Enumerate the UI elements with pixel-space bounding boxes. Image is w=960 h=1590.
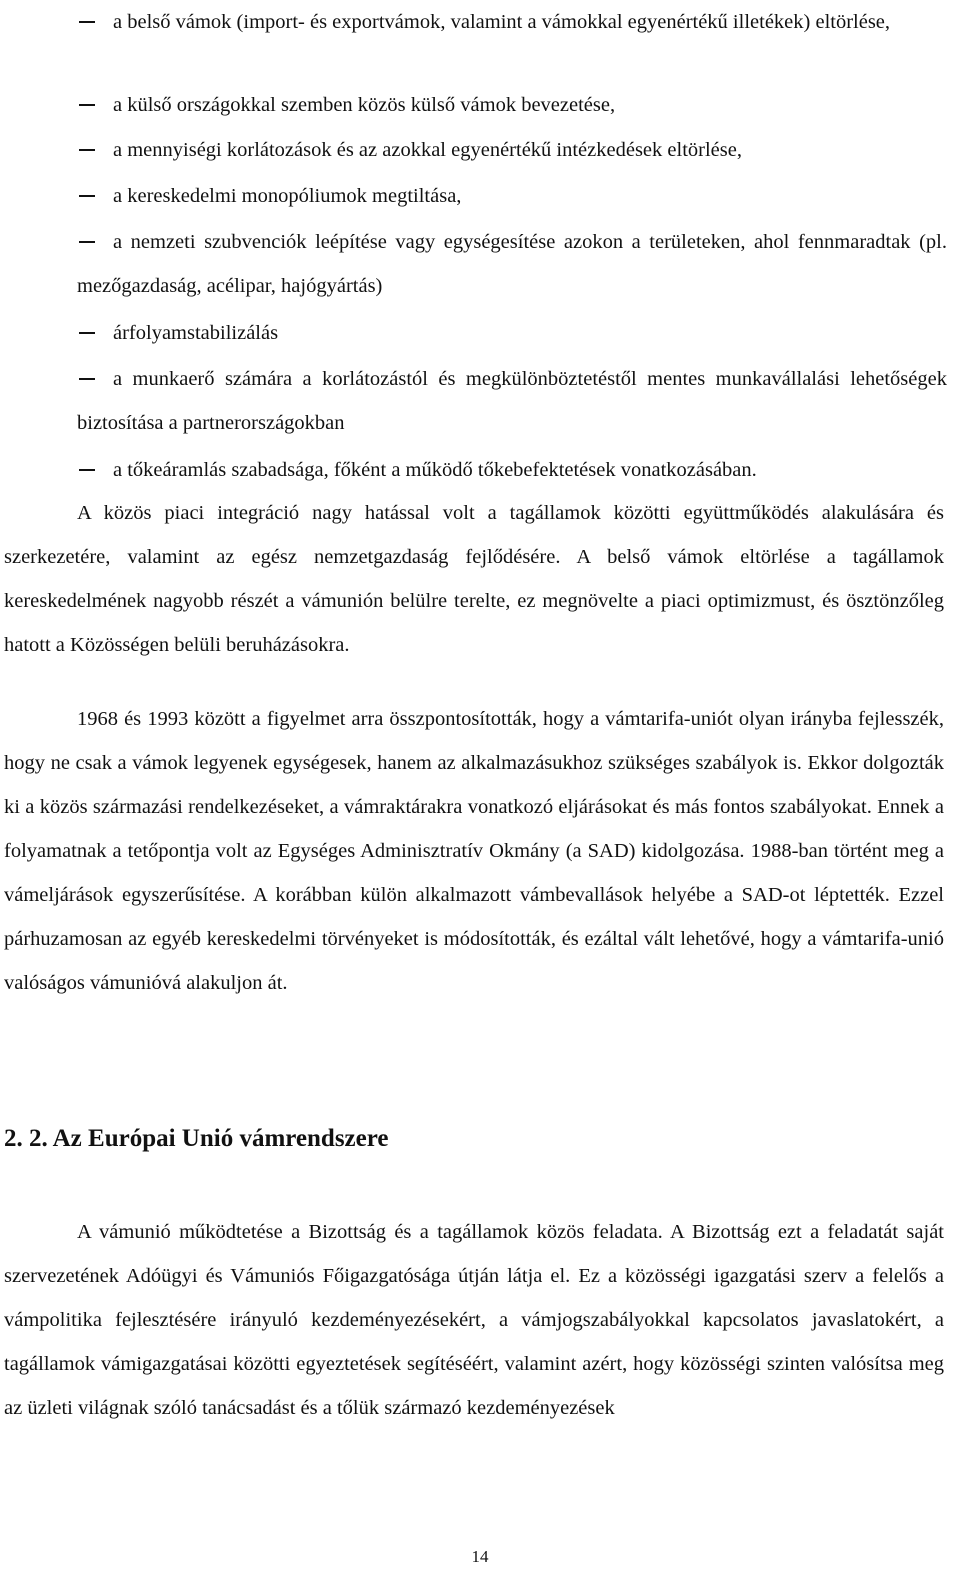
dash-bullet-icon (79, 332, 95, 334)
body-paragraph: A közös piaci integráció nagy hatással volt a tagállamok közötti együttműködés alakulására és szerkezetére, valamint az egész nemzetgazdaság fejlődésére. A belső vámok eltörlése a tagállamok kereskedelmének nagyobb részét a vámunión belülre terelte, ez megnövelte a piaci optimizmust, és ösztönzőleg hatott a Közösségen belüli beruházásokra. (4, 502, 944, 656)
list-item: árfolyamstabilizálás (77, 311, 947, 355)
list-item: a munkaerő számára a korlátozástól és megkülönböztetéstől mentes munkavállalási lehetőségek biztosítása a partnerországokban (77, 368, 947, 434)
list-item: a külső országokkal szemben közös külső vámok bevezetése, (77, 83, 947, 127)
list-item: a mennyiségi korlátozások és az azokkal egyenértékű intézkedések eltörlése, (77, 128, 947, 172)
list-item: a nemzeti szubvenciók leépítése vagy egységesítése azokon a területeken, ahol fennmaradtak (pl. mezőgazdaság, acélipar, hajógyártás) (77, 231, 947, 297)
list-item: a kereskedelmi monopóliumok megtiltása, (77, 174, 947, 218)
list-item: a belső vámok (import- és exportvámok, valamint a vámokkal egyenértékű illetékek) eltörlése, (77, 0, 947, 44)
dash-bullet-icon (79, 469, 95, 471)
dash-bullet-icon (79, 149, 95, 151)
section-heading: 2. 2. Az Európai Unió vámrendszere (4, 1125, 389, 1152)
dash-bullet-icon (79, 104, 95, 106)
list-item: a tőkeáramlás szabadsága, főként a működő tőkebefektetések vonatkozásában. (77, 448, 947, 492)
body-paragraph: 1968 és 1993 között a figyelmet arra összpontosították, hogy a vámtarifa-uniót olyan irányba fejlesszék, hogy ne csak a vámok legyenek egységesek, hanem az alkalmazásukhoz szükséges szabályok is. Ekkor dolgozták ki a közös származási rendelkezéseket, a vámraktárakra vonatkozó eljárásokat és más fontos szabályokat. Ennek a folyamatnak a tetőpontja volt az Egységes Adminisztratív Okmány (a SAD) kidolgozása. 1988-ban történt meg a vámeljárások egyszerűsítése. A korábban külön alkalmazott vámbevallások helyébe a SAD-ot léptették. Ezzel párhuzamosan az egyéb kereskedelmi törvényeket is módosították, és ezáltal vált lehetővé, hogy a vámtarifa-unió valóságos vámunióvá alakuljon át. (4, 708, 944, 994)
dash-bullet-icon (79, 241, 95, 243)
body-paragraph: A vámunió működtetése a Bizottság és a tagállamok közös feladata. A Bizottság ezt a feladatát saját szervezetének Adóügyi és Vámuniós Főigazgatósága útján látja el. Ez a közösségi igazgatási szerv a felelős a vámpolitika fejlesztésére irányuló kezdeményezésekért, a vámjogszabályokkal kapcsolatos javaslatokért, a tagállamok vámigazgatásai közötti egyeztetések segítéséért, valamint azért, hogy közösségi szinten valósítsa meg az üzleti világnak szóló tanácsadást és a tőlük származó kezdeményezések (4, 1221, 944, 1419)
page-number: 14 (471, 1547, 489, 1566)
dash-bullet-icon (79, 195, 95, 197)
dash-bullet-icon (79, 378, 95, 380)
dash-bullet-icon (79, 21, 95, 23)
